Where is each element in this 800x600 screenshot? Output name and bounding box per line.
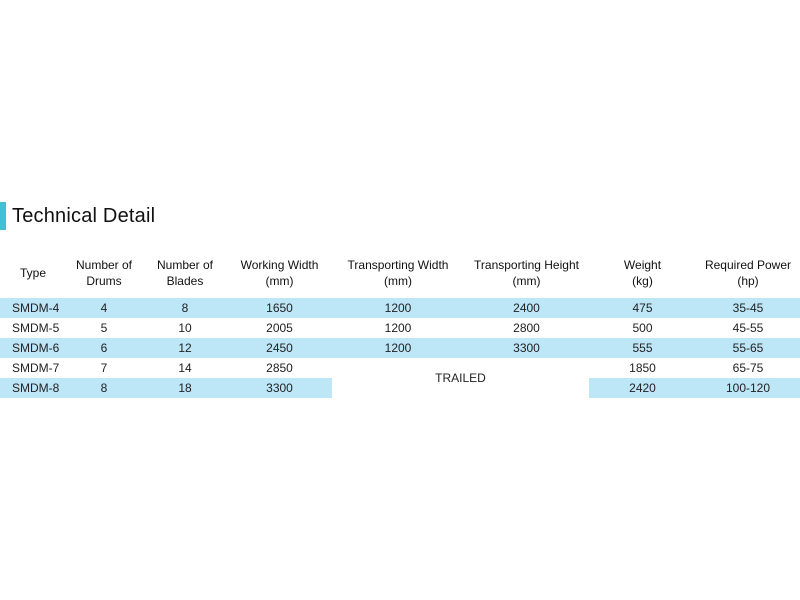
cell-power: 65-75	[732, 361, 764, 375]
cell-blades: 12	[143, 338, 227, 358]
header-required-power: Required Power (hp)	[704, 258, 792, 288]
cell-working-width: 3300	[227, 378, 332, 398]
table-row	[0, 358, 800, 378]
cell-weight: 475	[589, 298, 696, 318]
table-row	[0, 298, 800, 318]
cell-working-width: 2850	[266, 361, 293, 375]
cell-power: 55-65	[696, 338, 800, 358]
section-title-text: Technical Detail	[12, 204, 156, 227]
cell-type: SMDM-7	[12, 361, 60, 375]
cell-type: SMDM-5	[12, 321, 60, 335]
cell-drums: 8	[65, 378, 143, 398]
cell-transporting-width: 1200	[332, 298, 464, 318]
header-transporting-height: Transporting Height (mm)	[474, 258, 579, 288]
cell-weight: 555	[589, 338, 696, 358]
header-transporting-width: Transporting Width (mm)	[347, 258, 449, 288]
section-title	[0, 202, 155, 230]
cell-working-width: 1650	[227, 298, 332, 318]
cell-drums: 7	[100, 361, 108, 375]
header-working-width: Working Width (mm)	[240, 258, 319, 288]
cell-blades: 18	[143, 378, 227, 398]
cell-transporting-width: 1200	[384, 321, 412, 335]
cell-weight: 1850	[629, 361, 656, 375]
header-type: Type	[20, 266, 47, 280]
cell-working-width: 2450	[227, 338, 332, 358]
cell-transporting-width: 1200	[332, 338, 464, 358]
cell-weight: 500	[632, 321, 653, 335]
cell-power: 35-45	[696, 298, 800, 318]
cell-power: 100-120	[696, 378, 800, 398]
cell-blades: 14	[178, 361, 192, 375]
table-header-row	[0, 248, 800, 298]
cell-blades: 10	[178, 321, 192, 335]
header-drums: Number of Drums	[75, 258, 133, 288]
header-blades: Number of Blades	[156, 258, 214, 288]
cell-type: SMDM-6	[0, 338, 65, 358]
header-weight: Weight (kg)	[623, 258, 662, 288]
cell-drums: 4	[65, 298, 143, 318]
table-row	[0, 338, 800, 358]
table-row	[0, 318, 800, 338]
cell-transporting-height: 3300	[464, 338, 589, 358]
technical-detail-table	[0, 248, 800, 398]
cell-working-width: 2005	[266, 321, 293, 335]
cell-type: SMDM-4	[0, 298, 65, 318]
cell-power: 45-55	[732, 321, 764, 335]
cell-trailed: TRAILED	[332, 358, 589, 398]
cell-blades: 8	[143, 298, 227, 318]
cell-weight: 2420	[589, 378, 696, 398]
cell-transporting-height: 2800	[513, 321, 540, 335]
cell-transporting-height: 2400	[464, 298, 589, 318]
cell-drums: 5	[100, 321, 108, 335]
cell-type: SMDM-8	[0, 378, 65, 398]
title-accent-bar	[0, 202, 6, 230]
cell-drums: 6	[65, 338, 143, 358]
